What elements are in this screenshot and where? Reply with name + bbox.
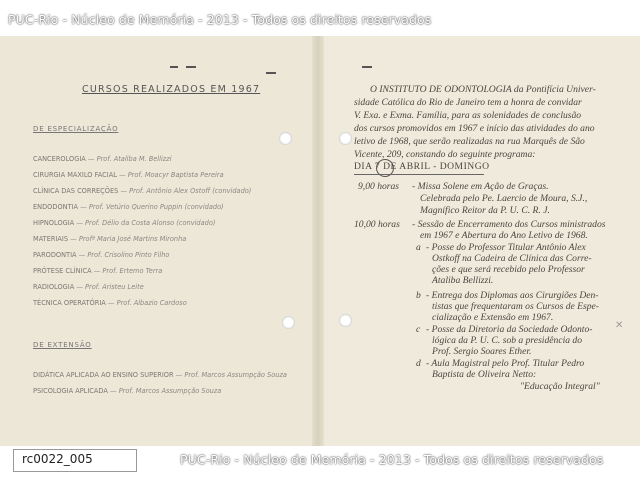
intro-line: letivo de 1968, que serão realizadas na rua Marquês de São — [354, 136, 585, 147]
lecture-title: "Educação Integral" — [520, 381, 600, 392]
item-line: - Aula Magistral pelo Prof. Titular Pedro — [426, 358, 585, 369]
staple-mark — [170, 66, 178, 68]
schedule-line: - Sessão de Encerramento dos Cursos ministrados — [412, 219, 606, 230]
intro-line: O INSTITUTO DE ODONTOLOGIA da Pontifícia Univer- — [370, 84, 596, 95]
course-row: PRÓTESE CLÍNICA — Prof. Ertemo Terra — [33, 267, 163, 275]
item-line: - Posse da Diretoria da Sociedade Odonto- — [426, 324, 593, 335]
course-row: ENDODONTIA — Prof. Vetúrio Querino Puppin (convidado) — [33, 203, 224, 211]
item-letter: c — [416, 324, 421, 335]
course-row: CIRURGIA MAXILO FACIAL — Prof. Moacyr Baptista Pereira — [33, 171, 224, 179]
staple-mark — [362, 66, 372, 68]
extension-heading: DE EXTENSÃO — [33, 341, 92, 349]
schedule-time: 10,00 horas — [354, 219, 400, 230]
staple-mark — [266, 72, 276, 74]
date-line: DIA 7 DE ABRIL - DOMINGO — [354, 161, 490, 172]
item-line: ções e que será recebido pelo Professor — [432, 264, 585, 275]
punch-hole — [279, 132, 292, 145]
staple-mark — [186, 66, 196, 68]
item-letter: b — [416, 290, 421, 301]
item-line: - Entrega dos Diplomas aos Cirurgiões Den- — [426, 290, 599, 301]
schedule-line: Magnífico Reitor da P. U. C. R. J. — [420, 205, 550, 216]
schedule-line: em 1967 e Abertura do Ano Letivo de 1968. — [420, 230, 588, 241]
item-letter: a — [416, 242, 421, 253]
course-row: HIPNOLOGIA — Prof. Délio da Costa Alonso (convidado) — [33, 219, 216, 227]
center-fold — [312, 36, 324, 446]
course-row: TÉCNICA OPERATÓRIA — Prof. Albazio Cardoso — [33, 299, 187, 307]
date-underline — [354, 174, 484, 175]
item-line: Ataliba Bellizzi. — [432, 275, 494, 286]
item-letter: d — [416, 358, 421, 369]
course-row: CANCEROLOGIA — Prof. Ataliba M. Bellizzi — [33, 155, 172, 163]
item-line: Prof. Sergio Soares Ether. — [432, 346, 532, 357]
intro-line: sidade Católica do Rio de Janeiro tem a honra de convidar — [354, 97, 582, 108]
punch-hole — [339, 314, 352, 327]
schedule-line: - Missa Solene em Ação de Graças. — [412, 181, 549, 192]
schedule-time: 9,00 horas — [358, 181, 400, 192]
intro-line: dos cursos promovidos em 1967 e início das atividades do ano — [354, 123, 595, 134]
intro-line: Vicente, 209, constando do seguinte programa: — [354, 149, 536, 160]
item-line: - Posse do Professor Titular Antônio Alex — [426, 242, 586, 253]
punch-hole — [282, 316, 295, 329]
course-row: RADIOLOGIA — Prof. Aristeu Leite — [33, 283, 144, 291]
margin-mark: ✕ — [615, 320, 624, 331]
punch-hole — [339, 132, 352, 145]
item-line: tistas que frequentaram os Cursos de Espe- — [432, 301, 599, 312]
course-row: PARODONTIA — Prof. Crisolino Pinto Filho — [33, 251, 170, 259]
item-line: cialização e Extensão em 1967. — [432, 312, 554, 323]
item-line: Baptista de Oliveira Netto: — [432, 369, 537, 380]
courses-title: CURSOS REALIZADOS EM 1967 — [82, 84, 261, 95]
intro-line: V. Exa. e Exma. Família, para as solenidades de conclusão — [354, 110, 582, 121]
watermark-top: PUC-Rio - Núcleo de Memória - 2013 - Todos os direitos reservados — [8, 12, 432, 27]
item-line: Ostkoff na Cadeira de Clínica das Corre- — [432, 253, 592, 264]
record-id: rc0022_005 — [22, 452, 93, 466]
item-line: lógica da P. U. C. sob a presidência do — [432, 335, 583, 346]
course-row: MATERIAIS — Profª Maria José Martins Mironha — [33, 235, 187, 243]
course-row: PSICOLOGIA APLICADA — Prof. Marcos Assumpção Souza — [33, 387, 222, 395]
schedule-line: Celebrada pelo Pe. Laercio de Moura, S.J., — [420, 193, 588, 204]
watermark-bottom: PUC-Rio - Núcleo de Memória - 2013 - Todos os direitos reservados — [180, 452, 604, 467]
course-row: DIDÁTICA APLICADA AO ENSINO SUPERIOR — Prof. Marcos Assumpção Souza — [33, 371, 287, 379]
course-row: CLÍNICA DAS CORREÇÕES — Prof. Antônio Alex Ostoff (convidado) — [33, 187, 252, 195]
specialization-heading: DE ESPECIALIZAÇÃO — [33, 125, 119, 133]
